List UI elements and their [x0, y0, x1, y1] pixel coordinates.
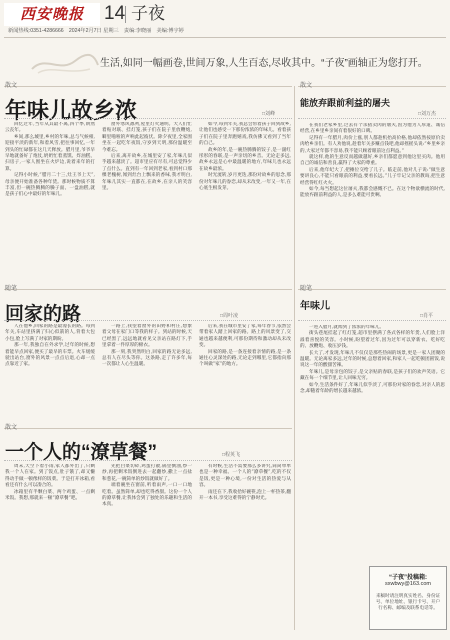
article-label: 散文	[5, 83, 18, 89]
article-label: 散文	[300, 83, 313, 89]
ink-decoration	[30, 47, 100, 77]
article-column: 在我们老家乡里,过去有个杀猪卖肉的屠夫,因为他为人厚道、诚信经营,在乡里乡亲间有着很好的口碑。 记得有一年腊月,肉价上涨,别人都趁机抬高价格,他却依然按原价卖肉给乡亲们。有人劝他说,趁着年关多赚点钱吧,他却摇摇头说:“乡里乡亲的,大家过年都不容易,我不能只顾着眼前这点利益。” 就这样,他的生意反而越做越好,乡亲们都愿意到他这里买肉。他用自己的诚信和善良,赢得了大家的尊重。 后来,他年纪大了,把摊位交给了儿子。临走前,他对儿子说:“做生意要讲良心,不能只看眼前的利益,要看长远。”儿子牢记父亲的教诲,把生意经营得红红火火。 如今,每当想起这位屠夫,我都会感慨不已。在这个物欲横流的时代,能放弃跟前利益的人,是多么难能可贵啊。	[300, 123, 445, 199]
section-rule	[4, 289, 292, 290]
article-column: 后来,我在城市里安了家,每年春节,依然会带着家人踏上回家的路。路上的风景变了,交通也越来越便利,可那份期待和激动却从未改变。 回家的路,是一条连接着亲情的路,是一条通往心灵深处的路,无论走到哪里,它都指向那个叫做“家”的地方。	[199, 324, 291, 368]
article-column: 周末,天空下着小雨,家人都外出了,只剩我一个人在家。到了饭点,肚子饿了,却又懒得动手做一顿像样的饭菜。于是打开冰箱,看看还有什么可以凑合的。 冰箱里有半颗白菜、两个鸡蛋、一点剩米饭。我想,那就来一顿“潦草餐”吧。	[5, 464, 95, 502]
submission-email[interactable]: sxwbwy@163.com	[385, 581, 431, 587]
page-number: 14	[104, 3, 126, 24]
article-title: 一个人的“潦草餐”	[5, 442, 158, 463]
submission-note: 来稿时请注明真实姓名、身份证号、单位地址、银行卡号、开户行名称、邮编及联系电话等。	[375, 593, 441, 611]
article-label: 随笔	[300, 286, 313, 292]
article-title: 回家的路	[5, 304, 82, 325]
article-title: 年味儿	[300, 301, 330, 312]
article-title: 能放弃跟前利益的屠夫	[300, 98, 391, 108]
article-column: 人在他乡,回家的路是最漫长的路。每到年关,车站里挤满了归心似箭的人,背着大包小包,脸上写满了对家的期盼。 那一年,我独自在外求学,过年的时候,想着能早点回家,便买了最早的车票。火车缓缓驶出站台,窗外的风景一点点后退,心却一点点靠近了家。	[5, 324, 95, 368]
article-column: 窗外寒风凛冽,屋里灯火通明。大人们忙着贴对联、挂灯笼,孩子们在院子里放鞭炮,噼里啪啦的声响此起彼伏。除夕夜里,全家围坐在一起吃年夜饭,守岁到天明,那份温暖至今难忘。 后来,离开故乡,在城里安了家,年味儿似乎越来越淡了。超市里应有尽有,可总觉得少了点什么。直到有一年回到老家,看到村口那棵老槐树,闻到灶台上飘来的香味,我才明白,年味儿其实一直都在,在故乡,在亲人的笑容里。	[102, 122, 192, 192]
section-rule	[298, 86, 446, 87]
article-label: 散文	[5, 425, 18, 431]
title-underline	[298, 320, 446, 321]
article-column: 有时候,生活不需要那么多讲究,简简单单也是一种幸福。一个人的“潦草餐”,吃的不仅是饭,更是一种心境,一份对生活的热爱与从容。 雨还在下,我收拾好碗筷,泡上一杯热茶,翻开一本书,享受这难得的宁静时光。	[199, 464, 291, 502]
section-rule	[4, 86, 292, 87]
article-byline: □刘万杰	[418, 111, 437, 117]
article-byline: □刘峰	[262, 111, 276, 117]
info-bar: 新闻热线:0351-4286666 2024年2月7日 星期三 责编:李晓丽 美编:傅宇婷	[8, 28, 184, 34]
header-rule	[4, 37, 446, 38]
section-rule	[4, 428, 292, 429]
article-column: 先把白菜切碎,鸡蛋打散,锅里倒油,炒一炒,再把剩米饭倒进去一起翻炒,撒上一点盐和葱花,一碗简单的炒饭就做好了。 端着碗坐在窗前,听着雨声,一口一口地吃着。虽然简单,却也吃得香甜。这份一个人的潦草餐,让我体会到了独处的乐趣和生活的本真。	[102, 464, 192, 508]
title-underline	[4, 460, 292, 461]
article-column: 一路上,我望着窗外的田野和村庄,想象着父母在家门口等我的样子。到站的时候,天已经黑了,远远地就看见父亲站在路灯下,手里拿着一件厚厚的棉衣。 那一刻,我突然明白,回家的路无论多远,总有人在尽头等你。这条路,走了许多年,每一次都让人心生温暖。	[102, 324, 192, 368]
column-divider	[294, 86, 295, 630]
article-byline: □周叶凌	[220, 313, 239, 319]
article-byline: □程英飞	[222, 452, 241, 458]
masthead-logo: 西安晚报	[4, 3, 100, 26]
article-title: 年味儿故乡浓	[5, 98, 138, 123]
title-underline	[298, 118, 446, 119]
article-column: 如今,每到年关,我总会带着孩子回到故乡,让他们也感受一下那份浓浓的年味儿。看着孩子们在院子里奔跑嬉戏,我仿佛又看到了当年的自己。 故乡的年,是一碗热腾腾的饺子,是一副红彤彤的春联,是一声亲切的乡音。无论走多远,故乡永远是心中最温暖的地方,年味儿也永远在故乡最浓。 时光流转,岁月更迭,那份对故乡的思念,那份对年味儿的眷恋,却从未改变,一年又一年,在心底生根发芽。	[199, 122, 291, 192]
article-column: 一进入腊月,就闻到了浓浓的年味儿。 街头巷尾挂起了红灯笼,超市里摆满了各式各样的年货,人们脸上洋溢着喜悦的笑容。小时候,盼望着过年,因为过年可以穿新衣、吃好吃的、放鞭炮、收压岁钱。 长大了,才发现,年味儿不仅仅是那些热闹的场景,更是一家人团聚的温暖。无论离家多远,过年的时候,总想着回家,和家人一起吃顿团圆饭,说说这一年的酸甜苦辣。 年味儿,是母亲包的饺子,是父亲贴的春联,是孩子们的欢声笑语。它藏在每一个细节里,让人回味无穷。 如今,生活条件好了,年味儿似乎淡了,可那份对家的眷恋,对亲人的思念,却随着年龄的增长越来越浓。	[300, 325, 445, 395]
section-name: 子夜	[131, 4, 165, 23]
submission-title: “子夜”投稿箱:	[389, 575, 427, 581]
submission-box	[369, 566, 447, 630]
header-divider	[125, 6, 126, 23]
article-label: 随笔	[5, 286, 18, 292]
tagline: 生活,如同一幅画卷,世间万象,人生百态,尽收其中。“子夜”画轴正为您打开。	[100, 58, 428, 69]
article-column: 回忆过年,当年从其最不离,四个季,朗然云丧年。 乡间,那么城里,乡村的年味,总与气候相,迎接平淡的新年,和着风雪,把往事回忆,一年到头的忙碌都在这几天释放。腊月里,爷爷早早地就备好了炮仗,奶奶忙着蒸馍、炸油糕、扫房子,一家人围坐在火炉边,说着来年的打算。 记得小时候,“腊月二十三,灶王爷上天”,母亲便开始准备各种年货。那时候物质不算丰富,但一碗热腾腾的臊子面、一盘油糕,就是孩子们心中最好的年味儿。	[5, 122, 95, 198]
section-rule	[298, 289, 446, 290]
title-underline	[4, 320, 292, 321]
article-byline: □肖平	[420, 313, 434, 319]
title-underline	[4, 118, 292, 119]
